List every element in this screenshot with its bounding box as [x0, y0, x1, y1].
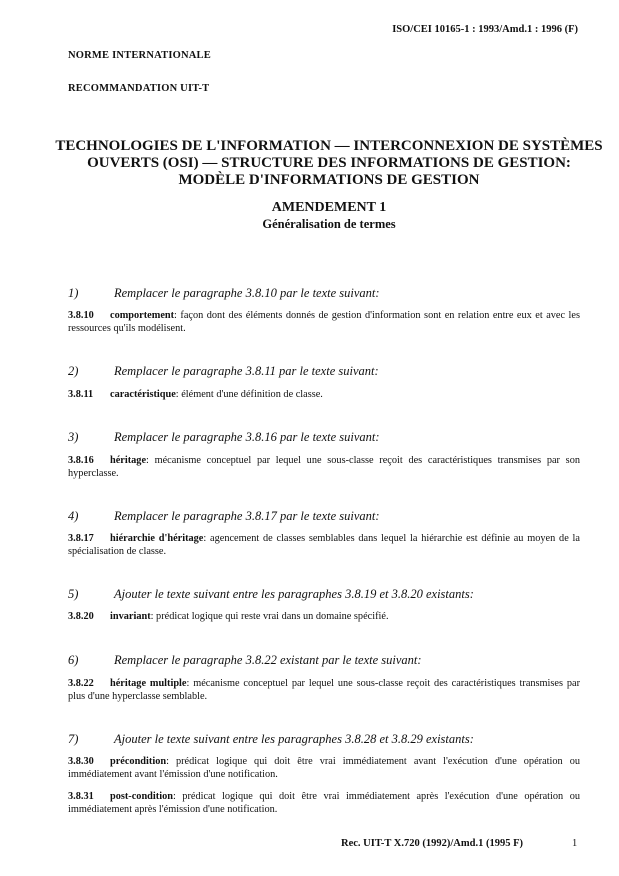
- instruction-number: 5): [68, 587, 79, 601]
- definition-text: : façon dont des éléments donnés de gestion d'information sont en relation entre eux et avec les ressources qu'ils modélisent.: [68, 310, 580, 334]
- instruction-5: [68, 587, 588, 602]
- recommendation-label: RECOMMANDATION UIT-T: [68, 83, 210, 94]
- definition-3-8-17: [68, 532, 580, 558]
- amendment-title: AMENDEMENT 1: [271, 200, 387, 215]
- definition-term: comportement: [110, 310, 175, 321]
- standard-label: NORME INTERNATIONALE: [68, 50, 211, 61]
- definition-3-8-16: [68, 454, 580, 480]
- definition-term: invariant: [110, 611, 151, 622]
- instruction-number: 7): [68, 732, 79, 746]
- definition-text: : prédicat logique qui doit être vrai immédiatement après l'exécution d'une opération ou immédiatement après l'émission d'une notification.: [68, 791, 580, 815]
- definition-3-8-22: [68, 677, 580, 703]
- instruction-number: 2): [68, 364, 79, 378]
- amendment-subtitle: Généralisation de termes: [262, 217, 396, 231]
- definition-term: hiérarchie d'héritage: [110, 533, 204, 544]
- instruction-6: [68, 653, 588, 668]
- definition-3-8-20: [68, 610, 580, 623]
- definition-number: 3.8.20: [68, 611, 94, 622]
- definition-term: caractéristique: [110, 389, 176, 400]
- definition-term: post-condition: [110, 791, 173, 802]
- instruction-text: Remplacer le paragraphe 3.8.11 par le texte suivant:: [114, 364, 379, 378]
- title-line-1: TECHNOLOGIES DE L'INFORMATION — INTERCONNEXION DE SYSTÈMES: [55, 138, 603, 154]
- title-line-2: OUVERTS (OSI) — STRUCTURE DES INFORMATIONS DE GESTION:: [87, 155, 571, 171]
- definition-number: 3.8.10: [68, 310, 94, 321]
- definition-number: 3.8.11: [68, 389, 94, 400]
- instruction-text: Remplacer le paragraphe 3.8.17 par le texte suivant:: [114, 509, 380, 523]
- definition-term: précondition: [110, 756, 167, 767]
- instruction-text: Ajouter le texte suivant entre les paragraphes 3.8.19 et 3.8.20 existants:: [114, 587, 474, 601]
- instruction-3: [68, 430, 588, 445]
- document-reference: ISO/CEI 10165-1 : 1993/Amd.1 : 1996 (F): [392, 24, 578, 35]
- definition-text: : mécanisme conceptuel par lequel une sous-classe reçoit des caractéristiques transmises par son hyperclasse.: [68, 455, 580, 479]
- definition-number: 3.8.17: [68, 533, 94, 544]
- instruction-4: [68, 509, 588, 524]
- instruction-text: Remplacer le paragraphe 3.8.22 existant par le texte suivant:: [114, 653, 422, 667]
- instruction-number: 6): [68, 653, 79, 667]
- instruction-number: 4): [68, 509, 79, 523]
- instruction-text: Remplacer le paragraphe 3.8.16 par le texte suivant:: [114, 430, 380, 444]
- instruction-number: 3): [68, 430, 79, 444]
- instruction-text: Ajouter le texte suivant entre les paragraphes 3.8.28 et 3.8.29 existants:: [114, 732, 474, 746]
- instruction-text: Remplacer le paragraphe 3.8.10 par le texte suivant:: [114, 286, 380, 300]
- instruction-number: 1): [68, 286, 79, 300]
- definition-3-8-10: [68, 309, 580, 335]
- instruction-1: [68, 286, 588, 301]
- definition-3-8-31: [68, 790, 580, 816]
- definition-term: héritage multiple: [110, 678, 187, 689]
- definition-text: : mécanisme conceptuel par lequel une sous-classe reçoit des caractéristiques transmises par plus d'une hyperclasse semblable.: [68, 678, 580, 702]
- definition-number: 3.8.16: [68, 455, 94, 466]
- definition-text: : élément d'une définition de classe.: [175, 389, 323, 400]
- definition-text: : prédicat logique qui doit être vrai immédiatement avant l'exécution d'une opération ou immédiatement avant l'émission d'une notification.: [68, 756, 580, 780]
- definition-text: : prédicat logique qui reste vrai dans un domaine spécifié.: [150, 611, 389, 622]
- definition-text: : agencement de classes semblables dans lequel la hiérarchie est définie au moyen de la spécialisation de classe.: [68, 533, 580, 557]
- definition-3-8-11: [68, 388, 580, 401]
- instruction-7: [68, 732, 588, 747]
- definition-term: héritage: [110, 455, 147, 466]
- footer-reference: Rec. UIT-T X.720 (1992)/Amd.1 (1995 F): [341, 838, 523, 849]
- instruction-2: [68, 364, 588, 379]
- definition-number: 3.8.31: [68, 791, 94, 802]
- title-line-3: MODÈLE D'INFORMATIONS DE GESTION: [178, 172, 480, 188]
- page-number: 1: [572, 838, 578, 849]
- definition-number: 3.8.30: [68, 756, 94, 767]
- definition-3-8-30: [68, 755, 580, 781]
- definition-number: 3.8.22: [68, 678, 94, 689]
